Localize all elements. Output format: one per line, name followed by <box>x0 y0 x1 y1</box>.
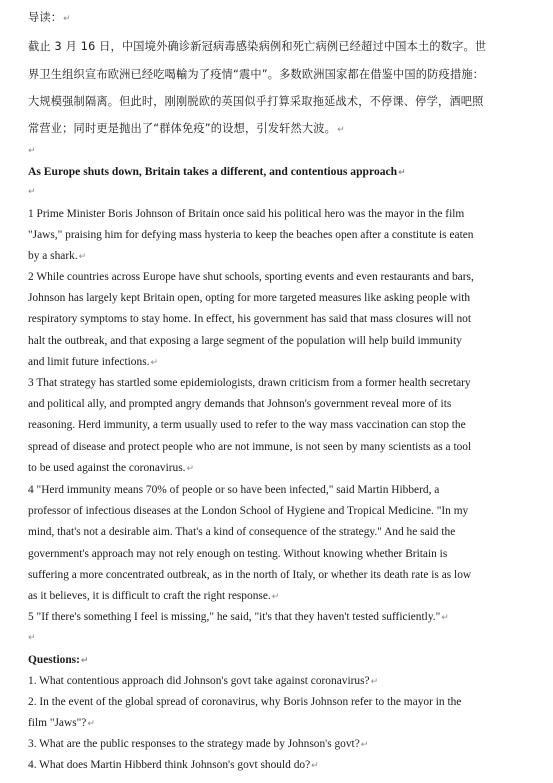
question-line: 2. In the event of the global spread of coronavirus, why Boris Johnson refer to the mayor in the <box>28 696 462 708</box>
article-line: halt the outbreak, and that exposing a large segment of the population will help build immunity <box>28 335 462 347</box>
article-line: mind, that's not a desirable aim. That's a kind of consequence of the strategy." And he said the <box>28 526 456 538</box>
article-line: and political ally, and prompted angry demands that Johnson's government reveal more of its <box>28 398 452 410</box>
article-line: "Jaws," praising him for defying mass hysteria to keep the beaches open after a constitute is eaten <box>28 229 474 241</box>
question-line: 4. What does Martin Hibberd think Johnson's govt should do?↵ <box>28 759 319 771</box>
article-line: respiratory symptoms to stay home. In effect, his government has said that mass closures will not <box>28 313 471 325</box>
question-line: 1. What contentious approach did Johnson's govt take against coronavirus?↵ <box>28 675 379 687</box>
blank-line-mark: ↵ <box>28 146 36 156</box>
article-line: by a shark.↵ <box>28 250 87 262</box>
article-line: and limit future infections.↵ <box>28 356 159 368</box>
article-line: 2 While countries across Europe have shut schools, sporting events and even restaurants and bars, <box>28 271 474 283</box>
paragraph-mark: ↵ <box>63 14 71 24</box>
blank-line-mark: ↵ <box>28 187 36 197</box>
blank-line-mark: ↵ <box>28 633 36 643</box>
article-line: 1 Prime Minister Boris Johnson of Britain once said his political hero was the mayor in the film <box>28 208 465 220</box>
article-line: 4 "Herd immunity means 70% of people or so have been infected," said Martin Hibberd, a <box>28 484 440 496</box>
article-title: As Europe shuts down, Britain takes a different, and contentious approach↵ <box>28 165 406 178</box>
intro-line: 大规模强制隔离。但此时，刚刚脱欧的英国似乎打算采取拖延战术，不停课、停学，酒吧照 <box>28 95 484 108</box>
article-line: to be used against the coronavirus.↵ <box>28 462 195 474</box>
article-line: government's approach may not rely enough on testing. Without knowing whether Britain is <box>28 548 448 560</box>
article-line: 5 "If there's something I feel is missing," he said, "it's that they haven't tested sufficiently."↵ <box>28 611 449 623</box>
article-line: reasoning. Herd immunity, a term usually used to refer to the way mass vaccination can stop the <box>28 419 466 431</box>
article-line: as it believes, it is difficult to craft the right response.↵ <box>28 590 280 602</box>
question-line: 3. What are the public responses to the strategy made by Johnson's govt?↵ <box>28 738 369 750</box>
article-line: Johnson has largely kept Britain open, opting for more targeted measures like asking people with <box>28 292 471 304</box>
question-line: film "Jaws"?↵ <box>28 717 95 729</box>
intro-heading: 导读：↵ <box>28 11 71 24</box>
article-line: professor of infectious diseases at the London School of Hygiene and Tropical Medicine. "In my <box>28 505 469 517</box>
article-line: suffering a more concentrated outbreak, as in the north of Italy, or whether its death rate is as low <box>28 569 472 581</box>
intro-line-last: 常营业；同时更是抛出了“群体免疫”的设想，引发轩然大波。↵ <box>28 122 345 135</box>
questions-heading: Questions:↵ <box>28 654 89 666</box>
article-line: spread of disease and protect people who are not immune, is not seen by many scientists as a tool <box>28 441 472 453</box>
article-line: 3 That strategy has startled some epidemiologists, drawn criticism from a former health secretary <box>28 377 471 389</box>
intro-line: 截止 3 月 16 日，中国境外确诊新冠病毒感染病例和死亡病例已经超过中国本土的数字。世 <box>28 40 487 53</box>
intro-line: 界卫生组织宣布欧洲已经吃喝輸为了疫情“震中”。多数欧洲国家都在借鉴中国的防疫措施： <box>28 68 485 81</box>
